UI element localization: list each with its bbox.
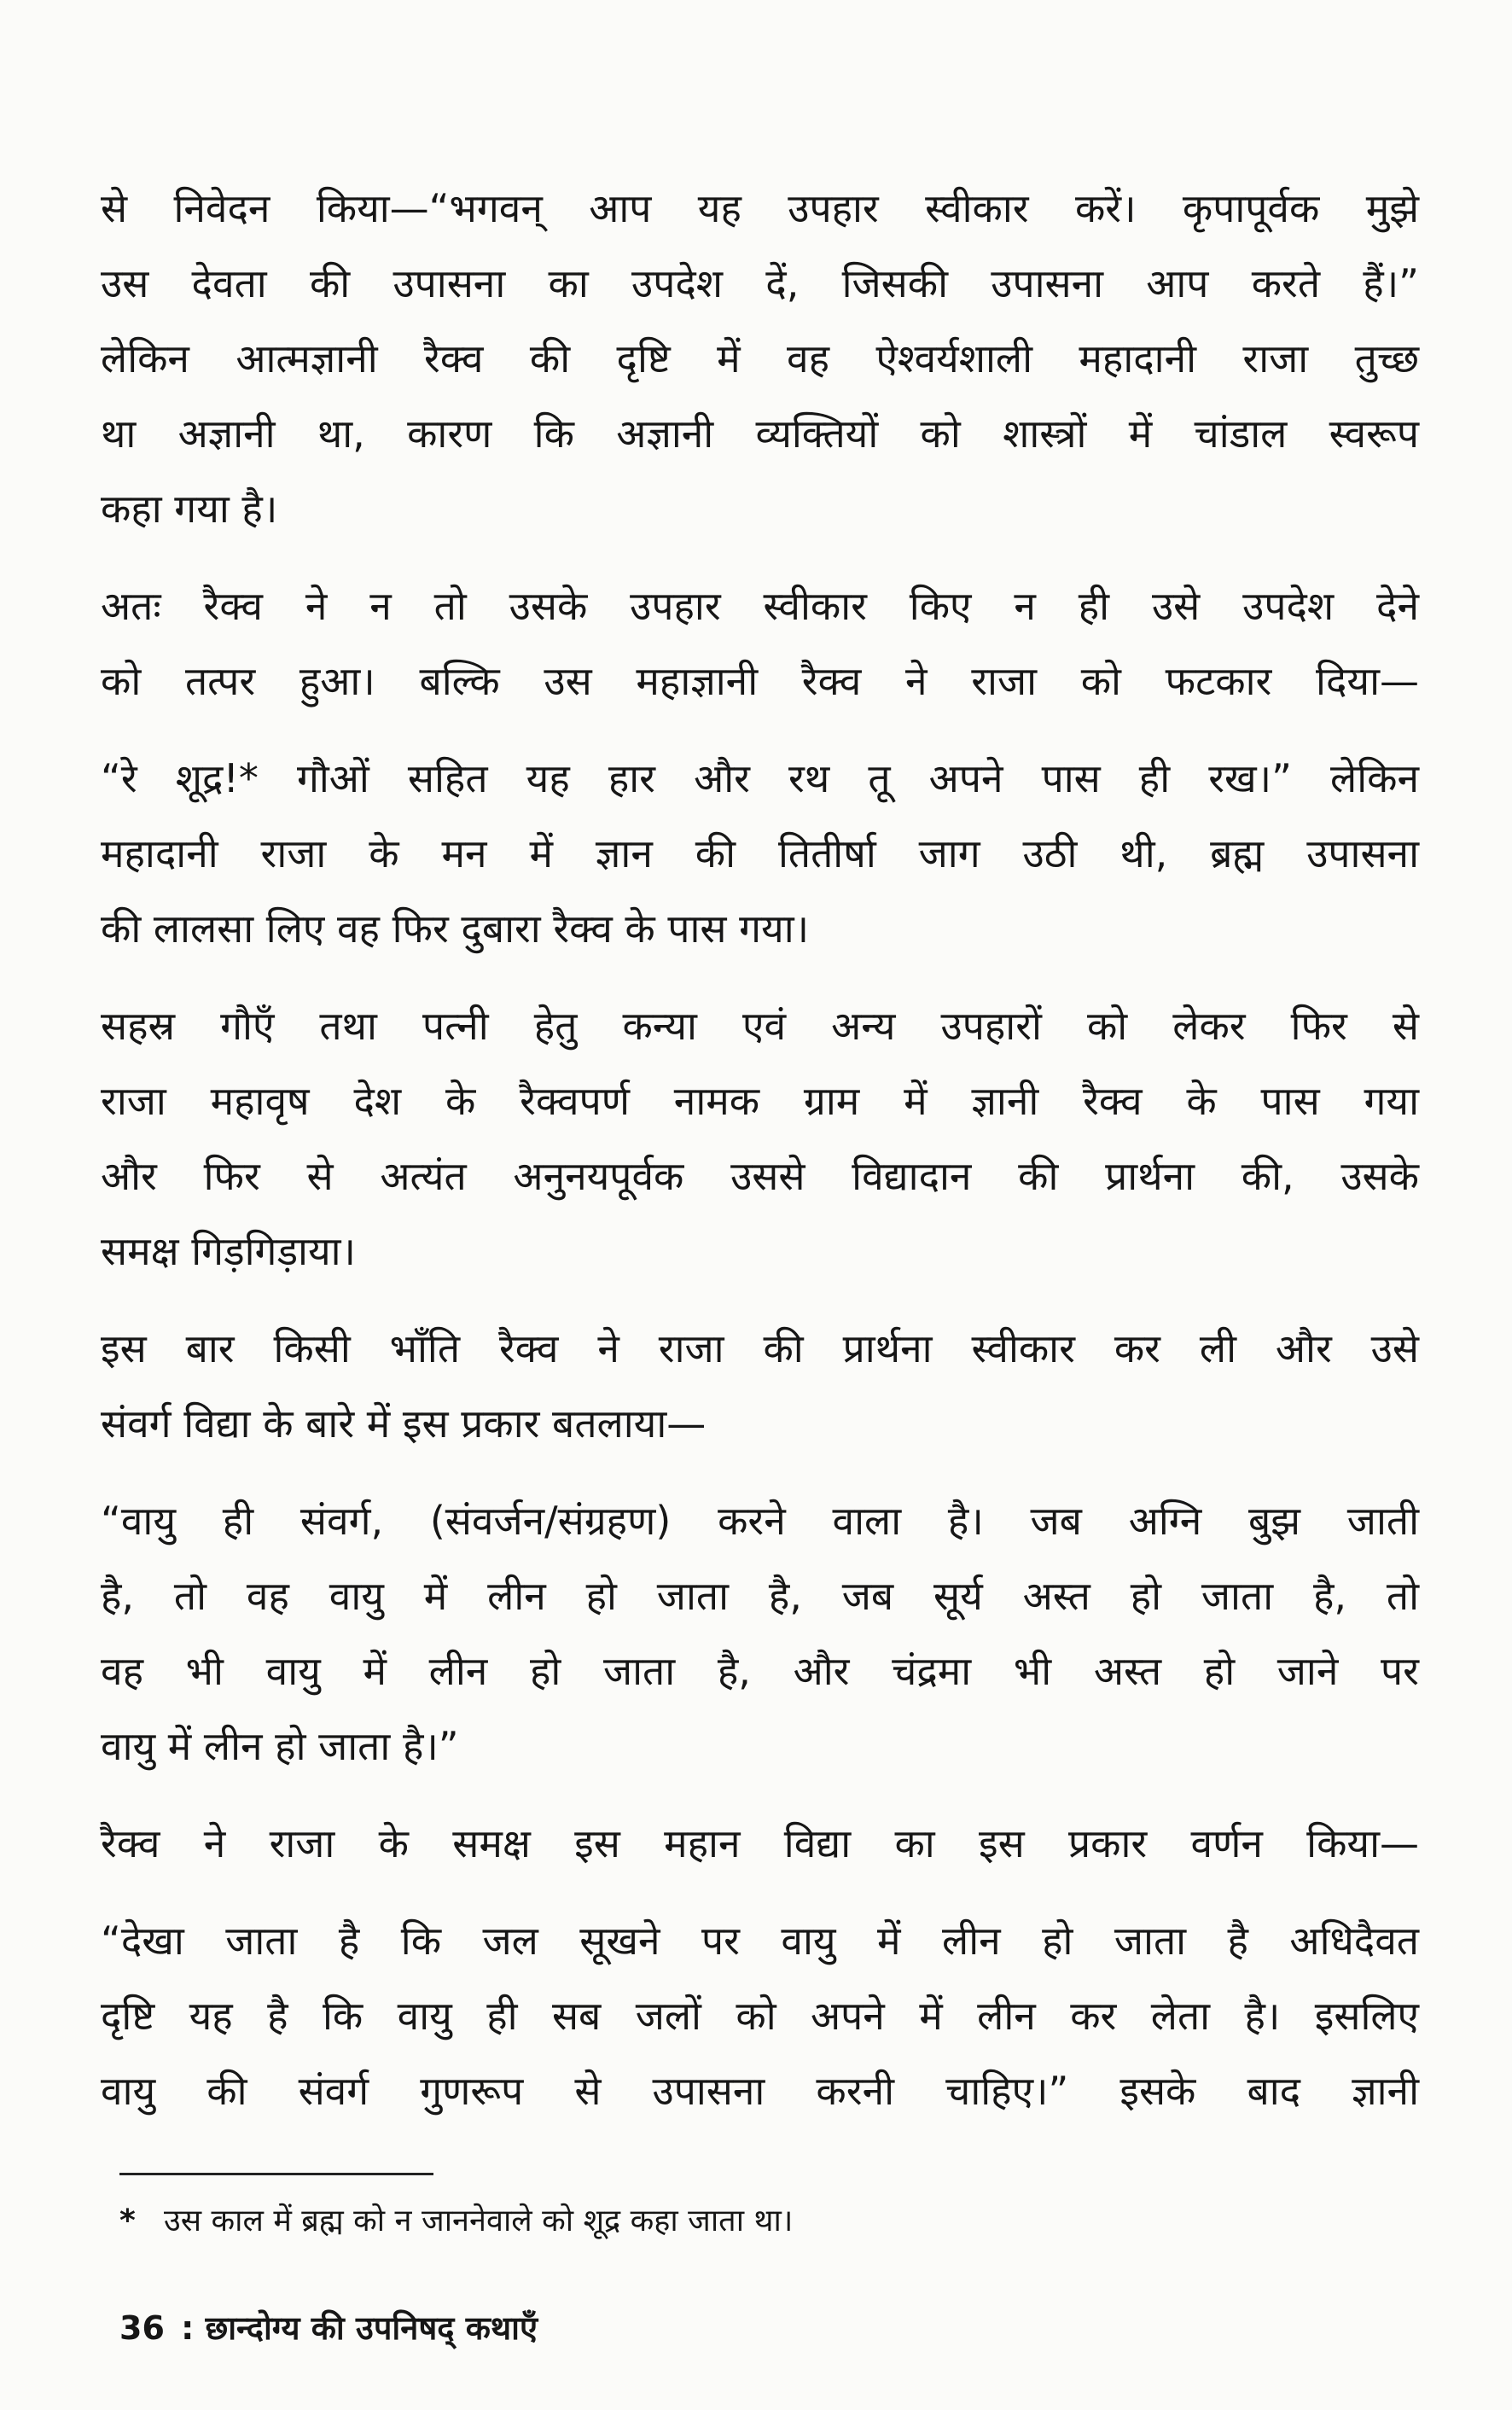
footnote-divider	[119, 2173, 433, 2175]
text-line: और फिर से अत्यंत अनुनयपूर्वक उससे विद्यादान की प्रार्थना की, उसके	[101, 1153, 1419, 1199]
text-line: “देखा जाता है कि जल सूखने पर वायु में लीन हो जाता है अधिदैवत	[101, 1918, 1419, 1964]
text-line: को तत्पर हुआ। बल्कि उस महाज्ञानी रैक्व ने राजा को फटकार दिया—	[101, 658, 1419, 704]
paragraph-5	[101, 1311, 1419, 1461]
text-line: कहा गया है।	[101, 486, 278, 532]
paragraph-8	[101, 1903, 1419, 2128]
footer-separator: :	[181, 2309, 195, 2347]
text-line: संवर्ग विद्या के बारे में इस प्रकार बतलाया—	[101, 1400, 707, 1447]
text-line: था अज्ञानी था, कारण कि अज्ञानी व्यक्तियों को शास्त्रों में चांडाल स्वरूप	[101, 410, 1419, 457]
paragraph-4	[101, 988, 1419, 1289]
main-text	[101, 171, 1419, 2151]
text-line: वायु में लीन हो जाता है।”	[101, 1723, 459, 1769]
text-line: “रे शूद्र!* गौओं सहित यह हार और रथ तू अपने पास ही रख।” लेकिन	[101, 755, 1419, 801]
text-line: लेकिन आत्मज्ञानी रैक्व की दृष्टि में वह ऐश्वर्यशाली महादानी राजा तुच्छ	[101, 335, 1419, 381]
text-line: महादानी राजा के मन में ज्ञान की तितीर्षा जाग उठी थी, ब्रह्म उपासना	[101, 830, 1419, 876]
paragraph-2	[101, 568, 1419, 719]
text-line: समक्ष गिड़गिड़ाया।	[101, 1228, 356, 1274]
footnote-text: उस काल में ब्रह्म को न जाननेवाले को शूद्र कहा जाता था।	[164, 2203, 794, 2238]
paragraph-6	[101, 1483, 1419, 1784]
text-line: उस देवता की उपासना का उपदेश दें, जिसकी उपासना आप करते हैं।”	[101, 260, 1419, 306]
footnote-marker: *	[119, 2203, 136, 2238]
text-line: अतः रैक्व ने न तो उसके उपहार स्वीकार किए न ही उसे उपदेश देने	[101, 583, 1419, 629]
footnote	[119, 2200, 1399, 2243]
text-line: “वायु ही संवर्ग, (संवर्जन/संग्रहण) करने वाला है। जब अग्नि बुझ जाती	[101, 1498, 1419, 1544]
text-line: है, तो वह वायु में लीन हो जाता है, जब सूर्य अस्त हो जाता है, तो	[101, 1573, 1419, 1619]
text-line: वह भी वायु में लीन हो जाता है, और चंद्रमा भी अस्त हो जाने पर	[101, 1648, 1419, 1694]
text-line: वायु की संवर्ग गुणरूप से उपासना करनी चाहिए।” इसके बाद ज्ञानी	[101, 2068, 1419, 2114]
text-line: इस बार किसी भाँति रैक्व ने राजा की प्रार्थना स्वीकार कर ली और उसे	[101, 1325, 1419, 1371]
text-line: से निवेदन किया—“भगवन् आप यह उपहार स्वीकार करें। कृपापूर्वक मुझे	[101, 185, 1419, 231]
text-line: दृष्टि यह है कि वायु ही सब जलों को अपने में लीन कर लेता है। इसलिए	[101, 1993, 1419, 2039]
text-line: की लालसा लिए वह फिर दुबारा रैक्व के पास गया।	[101, 905, 810, 952]
text-line: सहस्र गौएँ तथा पत्नी हेतु कन्या एवं अन्य उपहारों को लेकर फिर से	[101, 1003, 1419, 1049]
page-footer	[119, 2304, 1399, 2352]
paragraph-3	[101, 741, 1419, 966]
text-line: राजा महावृष देश के रैक्वपर्ण नामक ग्राम में ज्ञानी रैक्व के पास गया	[101, 1078, 1419, 1124]
text-line: रैक्व ने राजा के समक्ष इस महान विद्या का इस प्रकार वर्णन किया—	[101, 1820, 1419, 1866]
book-title: छान्दोग्य की उपनिषद् कथाएँ	[205, 2309, 538, 2347]
page-number: 36	[119, 2309, 165, 2347]
paragraph-7	[101, 1806, 1419, 1881]
paragraph-1	[101, 171, 1419, 546]
